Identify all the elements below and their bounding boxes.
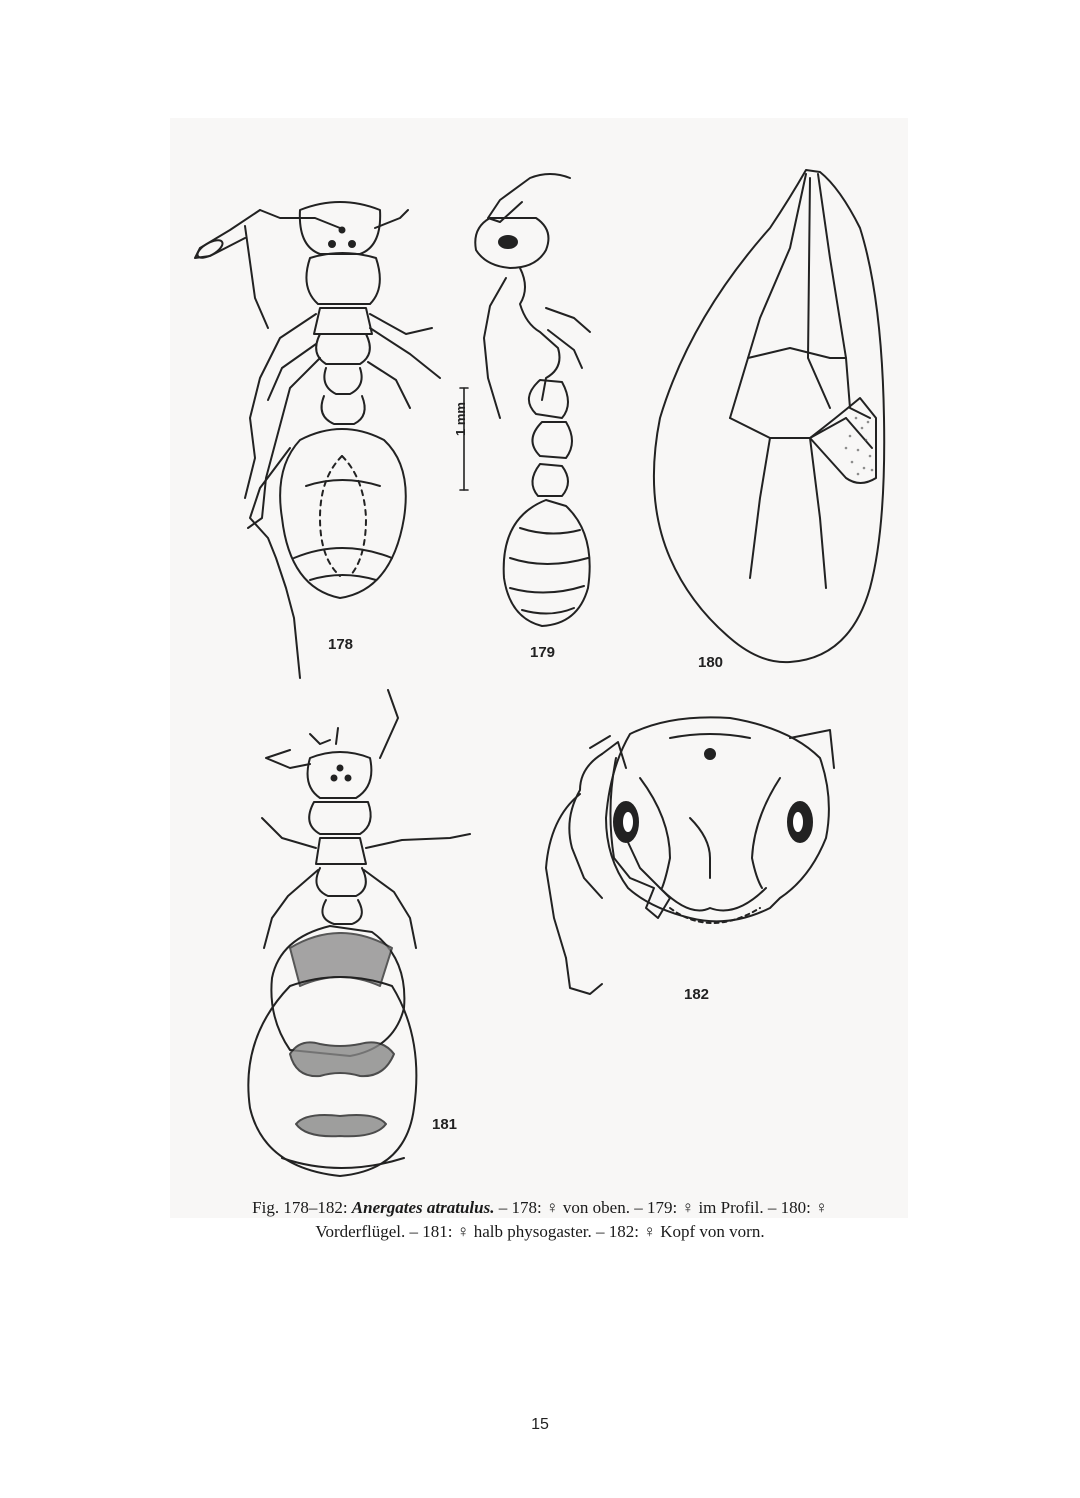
figure-plate (170, 118, 908, 1236)
caption-line-1 (180, 1196, 900, 1220)
caption-prefix: Fig. 178–182: (252, 1198, 348, 1217)
figure-label-179: 179 (530, 644, 556, 661)
figure-label-178: 178 (328, 636, 354, 653)
figure-label-180: 180 (698, 654, 724, 671)
scale-bar-label: 1 mm (453, 402, 468, 436)
insect-illustrations (170, 118, 908, 1236)
caption-line-1-rest: – 178: ♀ von oben. – 179: ♀ im Profil. – 180: ♀ (498, 1198, 828, 1217)
caption-species: Anergates atratulus. (351, 1198, 495, 1217)
figure-label-181: 181 (432, 1116, 458, 1133)
figure-label-182: 182 (684, 986, 710, 1003)
bleed-through-text (180, 148, 900, 171)
caption-line-2: Vorderflügel. – 181: ♀ halb physogaster. – 182: ♀ Kopf von vorn. (315, 1222, 765, 1241)
page-number: 15 (531, 1416, 549, 1433)
figure-caption (180, 1196, 900, 1244)
